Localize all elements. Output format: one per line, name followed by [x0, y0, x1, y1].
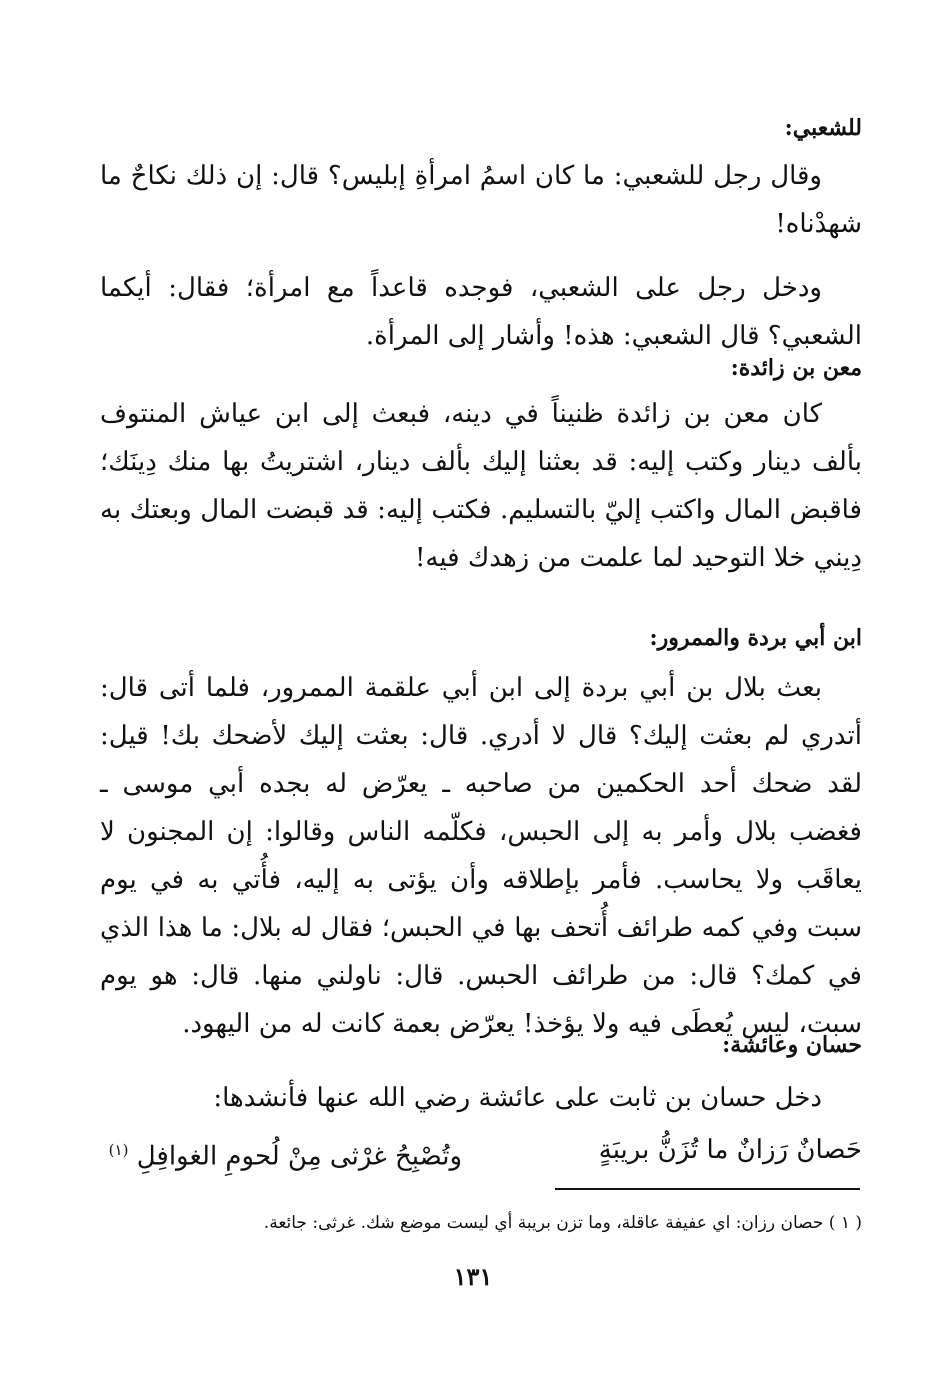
paragraph: وقال رجل للشعبي: ما كان اسمُ امرأةِ إبليس؟ قال: إن ذلك نكاحٌ ما شهدْناه! — [100, 161, 862, 239]
section-body-maan — [100, 390, 862, 582]
section-heading-shabi: للشعبي: — [784, 115, 862, 141]
section-body-shabi — [100, 152, 862, 360]
page-number: ١٣١ — [453, 1262, 493, 1291]
section-heading-hassan: حسان وعائشة: — [722, 1032, 862, 1058]
poem-hemistich-second-text: وتُصْبِحُ غرْثى مِنْ لُحومِ الغوافِلِ — [136, 1141, 462, 1172]
paragraph: كان معن بن زائدة ظنيناً في دينه، فبعث إلى ابن عياش المنتوف بألف دينار وكتب إليه: قد بعثنا إليك بألف دينار، اشتريتُ بها منك دِينَك؛ فاقبض المال واكتب إليّ بالتسليم. فكتب إليه: قد قبضت المال وبعتك به دِيني خلا التوحيد لما علمت من زهدك فيه! — [100, 399, 862, 573]
footnote-divider — [555, 1188, 860, 1190]
poem-verse — [102, 1126, 862, 1174]
paragraph: ودخل رجل على الشعبي، فوجده قاعداً مع امرأة؛ فقال: أيكما الشعبي؟ قال الشعبي: هذه! وأشار إلى المرأة. — [100, 273, 862, 351]
section-body-abu-burda — [100, 664, 862, 1048]
paragraph: بعث بلال بن أبي بردة إلى ابن أبي علقمة الممرور، فلما أتى قال: أتدري لم بعثت إليك؟ قال لا أدري. قال: بعثت إليك لأضحك بك! قيل: لقد ضحك أحد الحكمين من صاحبه ـ يعرّض له بجده أبي موسى ـ فغضب بلال وأمر به إلى الحبس، فكلّمه الناس وقالوا: إن المجنون لا يعاقَب ولا يحاسب. فأمر بإطلاقه وأن يؤتى به إليه، فأُتي به في يوم سبت وفي كمه طرائف أُتحف بها في الحبس؛ فقال له بلال: ما هذا الذي في كمك؟ قال: من طرائف الحبس. قال: ناولني منها. قال: هو يوم سبت، ليس يُعطَى فيه ولا يؤخذ! يعرّض بعمة كانت له من اليهود. — [100, 673, 862, 1039]
section-body-hassan — [100, 1074, 862, 1122]
paragraph: دخل حسان بن ثابت على عائشة رضي الله عنها فأنشدها: — [213, 1083, 822, 1113]
poem-hemistich-second — [109, 1126, 462, 1181]
footnote-marker: (١) — [108, 1141, 129, 1159]
footnote: ( ١ ) حصان رزان: اي عفيفة عاقلة، وما تزن بريبة أي ليست موضع شك. غرثى: جائعة. — [263, 1213, 862, 1233]
section-heading-maan: معن بن زائدة: — [730, 355, 862, 381]
section-heading-abu-burda: ابن أبي بردة والممرور: — [649, 625, 862, 651]
poem-hemistich-first: حَصانٌ رَزانٌ ما تُزَنُّ بريبَةٍ — [598, 1135, 862, 1165]
